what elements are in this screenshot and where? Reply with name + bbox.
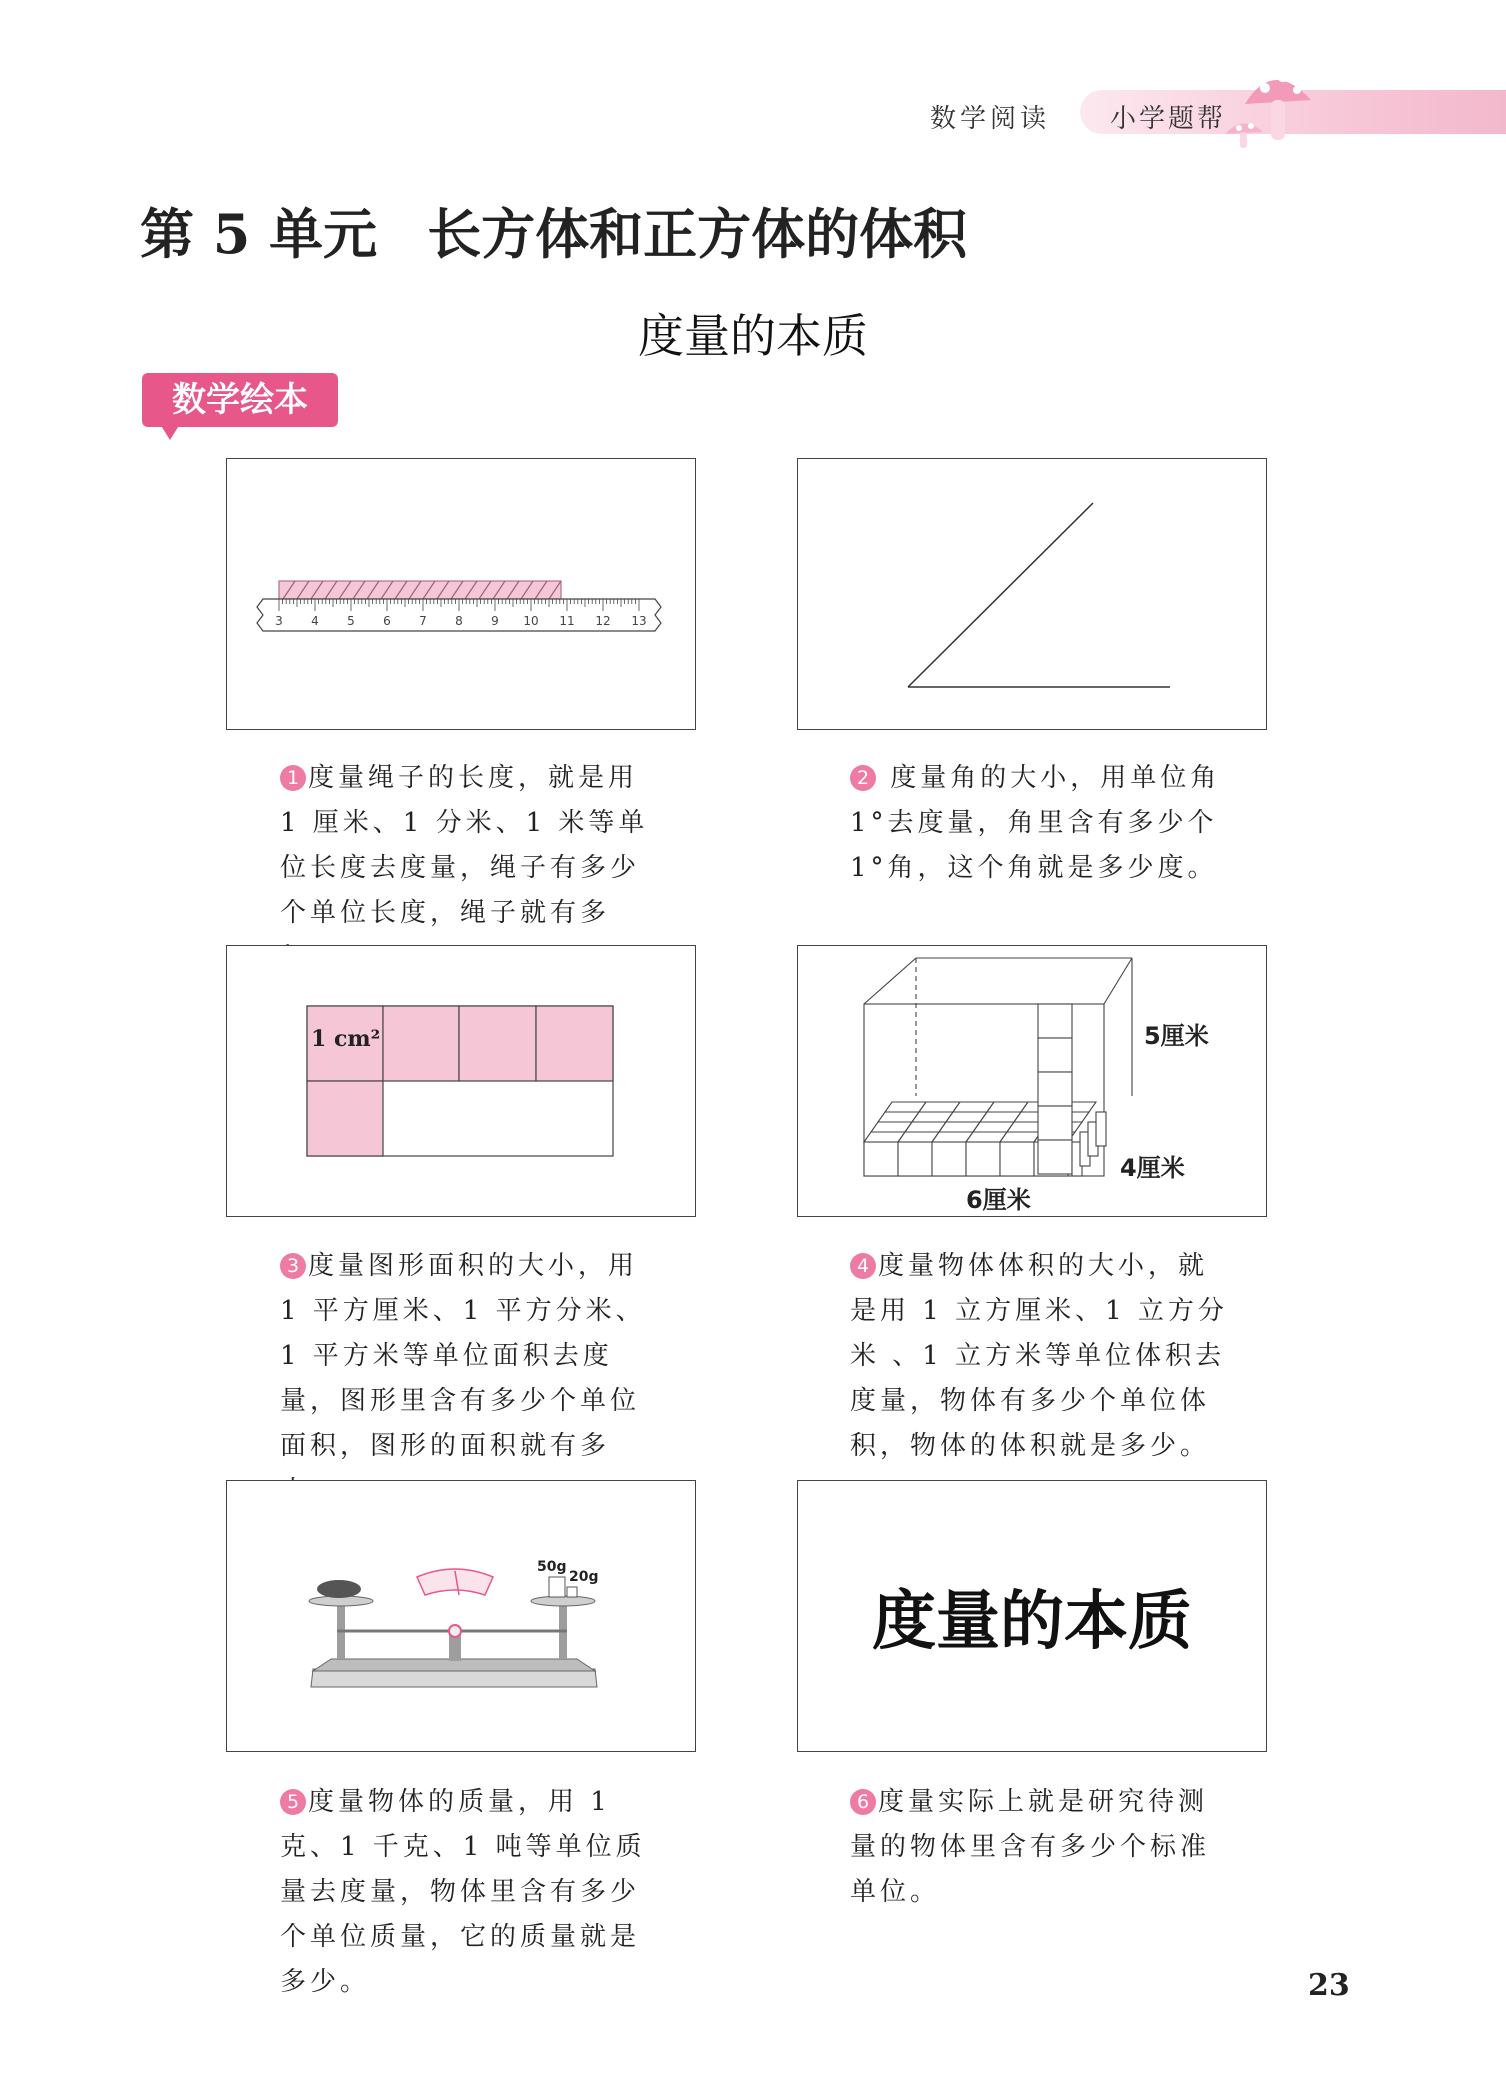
unit-cube: [864, 1142, 898, 1176]
ruler-tick-label: 5: [347, 614, 355, 628]
scale-illustration: [227, 1481, 697, 1753]
header-series-title: 小学题帮: [1110, 104, 1227, 134]
weight-50-label: 50g: [537, 1559, 567, 1575]
ruler-tick-label: 3: [275, 614, 283, 628]
mushroom-icon: [1225, 56, 1345, 152]
length-label: 6厘米: [966, 1186, 1031, 1214]
caption-2: [850, 756, 1230, 891]
ruler-tick-label: 12: [595, 614, 611, 628]
caption-number: 6: [850, 1789, 876, 1815]
ruler-tick-label: 8: [455, 614, 463, 628]
section-tag: 数学绘本: [142, 373, 338, 427]
caption-5: [280, 1780, 660, 2005]
panel-essence: [797, 1480, 1267, 1752]
panel-scale: [226, 1480, 696, 1752]
weight-20-label: 20g: [569, 1569, 599, 1585]
caption-6: [850, 1780, 1230, 1915]
header-book-title: 数学阅读: [930, 104, 1051, 134]
page-number: 23: [1308, 1968, 1350, 2003]
area-illustration: [227, 946, 697, 1218]
caption-text: 度量实际上就是研究待测量的物体里含有多少个标准单位。: [850, 1787, 1211, 1907]
unit-cube: [966, 1142, 1000, 1176]
unit-title: [140, 192, 967, 269]
ruler-tick-label: 11: [559, 614, 575, 628]
unit-cube: [1038, 1140, 1072, 1174]
panel-angle: [797, 458, 1267, 730]
unit-cube: [1000, 1142, 1034, 1176]
caption-number: 5: [280, 1789, 306, 1815]
ruler-tick-label: 10: [523, 614, 539, 628]
ruler-tick-label: 13: [631, 614, 647, 628]
caption-text: 度量角的大小，用单位角 1°去度量，角里含有多少个 1°角，这个角就是多少度。: [850, 763, 1221, 883]
unit-cube: [1096, 1112, 1106, 1146]
caption-number: 4: [850, 1253, 876, 1279]
unit-label: 第 5 单元: [140, 202, 378, 266]
caption-number: 3: [280, 1253, 306, 1279]
panel-volume: [797, 945, 1267, 1217]
caption-text: 度量图形面积的大小，用 1 平方厘米、1 平方分米、1 平方米等单位面积去度量，图形里含有多少个单位面积，图形的面积就有多: [280, 1251, 646, 1461]
panel-rope-ruler: [226, 458, 696, 730]
height-label: 5厘米: [1144, 1022, 1209, 1050]
panel-area: [226, 945, 696, 1217]
caption-text: 度量物体体积的大小，就是用 1 立方厘米、1 立方分米 、1 立方米等单位体积去度量，物体有多少个单位体积，物体的体积就是多少。: [850, 1251, 1228, 1461]
unit-cube: [1038, 1004, 1072, 1038]
page-subtitle: 度量的本质: [638, 309, 868, 363]
ruler-tick-label: 6: [383, 614, 391, 628]
caption-4: [850, 1244, 1230, 1469]
unit-cube: [1038, 1072, 1072, 1106]
unit-name: 长方体和正方体的体积: [427, 202, 968, 266]
caption-3: [280, 1244, 660, 1514]
caption-text: 度量绳子的长度，就是用 1 厘米、1 分米、1 米等单位长度去度量，绳子有多少个单位长度，绳子就有多: [280, 763, 649, 928]
unit-square-label: 1 cm²: [311, 1026, 381, 1052]
caption-number: 1: [280, 765, 306, 791]
ruler-tick-label: 4: [311, 614, 319, 628]
ruler-illustration: [227, 459, 697, 731]
width-label: 4厘米: [1120, 1154, 1185, 1182]
caption-text: 度量物体的质量，用 1 克、1 千克、1 吨等单位质量去度量，物体里含有多少个单位质量，它的质量就是多少。: [280, 1787, 646, 1997]
unit-cube: [1038, 1106, 1072, 1140]
panel-big-title: 度量的本质: [872, 1584, 1192, 1659]
section-tag-tail: [160, 424, 180, 440]
angle-illustration: [798, 459, 1268, 731]
unit-cube: [898, 1142, 932, 1176]
caption-number: 2: [850, 765, 876, 791]
unit-cube: [932, 1142, 966, 1176]
ruler-tick-label: 9: [491, 614, 499, 628]
ruler-tick-label: 7: [419, 614, 427, 628]
volume-illustration: [798, 946, 1268, 1218]
unit-cube: [1038, 1038, 1072, 1072]
